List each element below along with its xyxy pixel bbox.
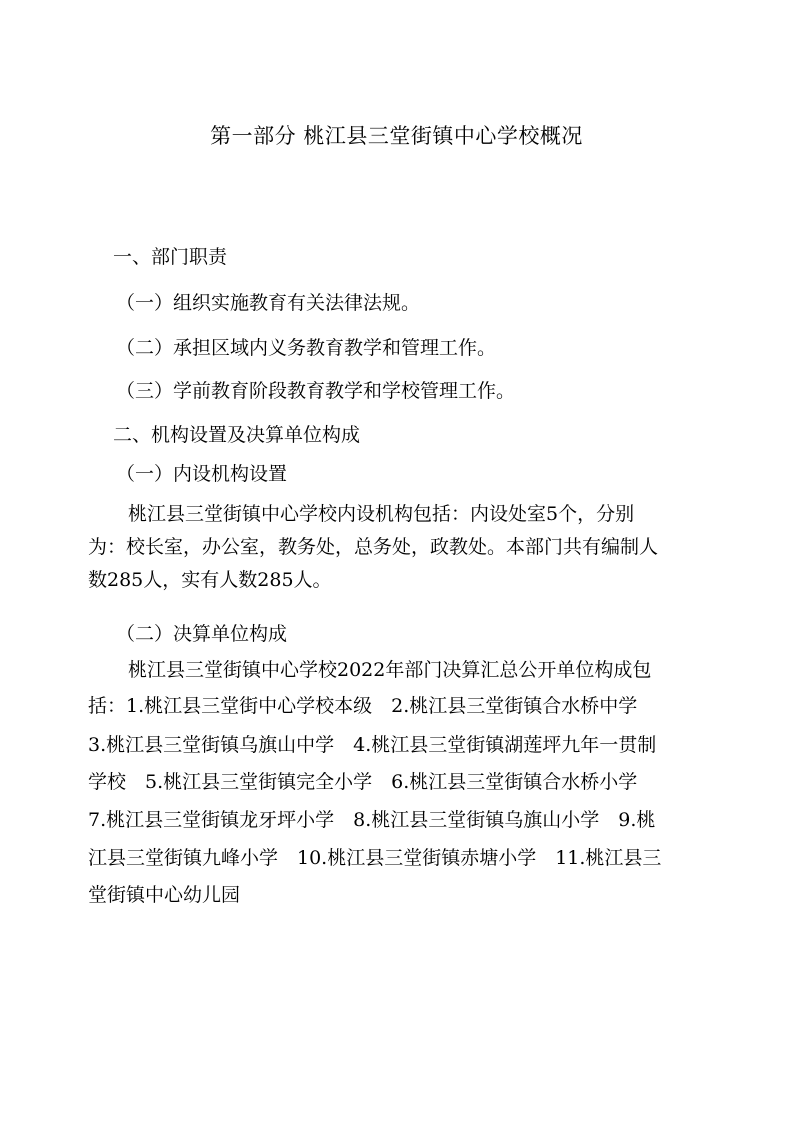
units-text-line-4: 学校 5.桃江县三堂街镇完全小学 6.桃江县三堂街镇合水桥小学: [88, 771, 638, 793]
units-text-line-6: 江县三堂街镇九峰小学 10.桃江县三堂街镇赤塘小学 11.桃江县三: [88, 847, 662, 869]
units-text-line-2: 括：1.桃江县三堂街中心学校本级 2.桃江县三堂街镇合水桥中学: [88, 695, 638, 717]
section-heading-duties: 一、部门职责: [113, 246, 228, 268]
units-text-line-3: 3.桃江县三堂街镇乌旗山中学 4.桃江县三堂街镇湖莲坪九年一贯制: [88, 734, 657, 756]
internal-text-line-3: 数285人，实有人数285人。: [88, 569, 332, 591]
internal-text-line-2: 为：校长室，办公室，教务处，总务处，政教处。本部门共有编制人: [88, 536, 659, 558]
section-heading-structure: 二、机构设置及决算单位构成: [113, 424, 361, 446]
duty-item-2: （二）承担区域内义务教育教学和管理工作。: [116, 337, 497, 359]
duty-item-1: （一）组织实施教育有关法律法规。: [116, 292, 421, 314]
internal-text-line-1: 桃江县三堂街镇中心学校内设机构包括：内设处室5个，分别: [128, 503, 635, 525]
units-text-line-7: 堂街镇中心幼儿园: [88, 884, 241, 906]
subsection-heading-internal: （一）内设机构设置: [116, 463, 288, 485]
units-text-line-5: 7.桃江县三堂街镇龙牙坪小学 8.桃江县三堂街镇乌旗山小学 9.桃: [88, 809, 656, 831]
page-title: 第一部分 桃江县三堂街镇中心学校概况: [210, 124, 583, 148]
subsection-heading-units: （二）决算单位构成: [116, 623, 288, 645]
units-text-line-1: 桃江县三堂街镇中心学校2022年部门决算汇总公开单位构成包: [128, 659, 652, 681]
duty-item-3: （三）学前教育阶段教育教学和学校管理工作。: [116, 380, 516, 402]
